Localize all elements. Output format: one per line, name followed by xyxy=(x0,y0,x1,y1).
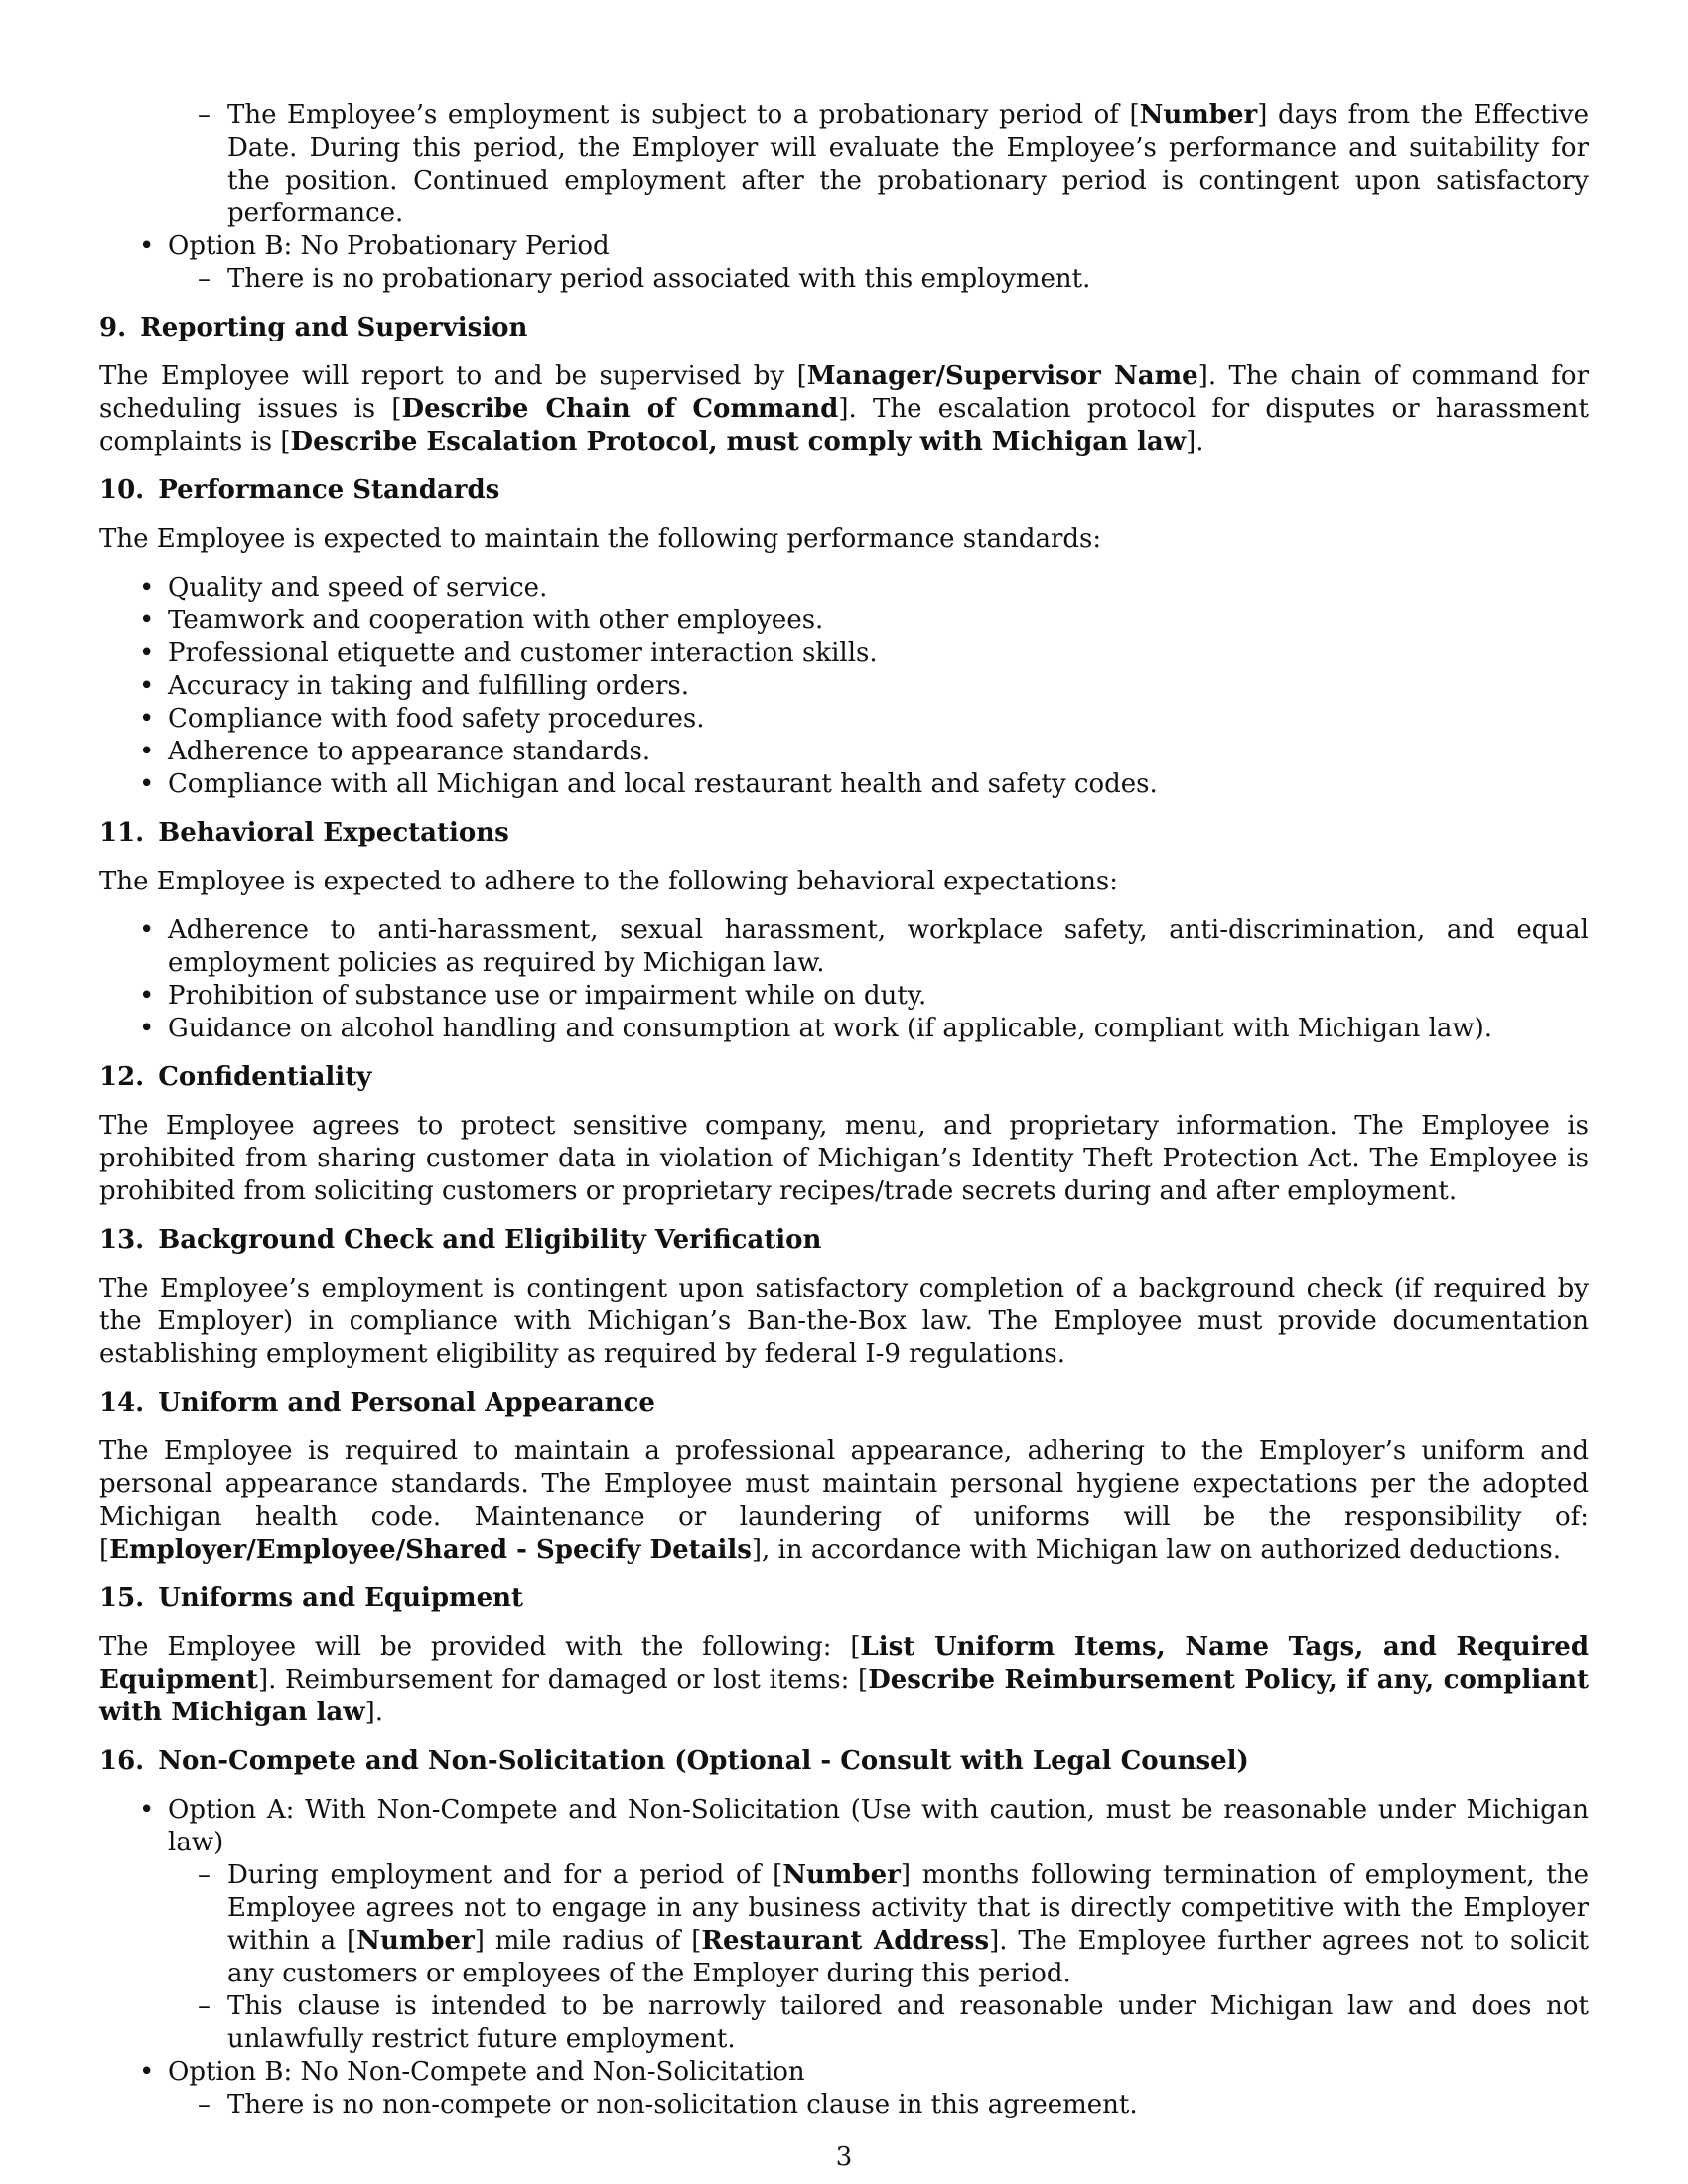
section-13-paragraph: The Employee’s employment is contingent upon satisfactory completion of a background check (if required by the Employer) in compliance with Michigan’s Ban-the-Box law. The Employee must provide documentation establishing employment eligibility as required by federal I-9 regulations. xyxy=(99,1274,1589,1369)
section-15-paragraph: The Employee will be provided with the following: [List Uniform Items, Name Tags, and Required Equipment]. Reimbursement for damaged or lost items: [Describe Reimbursement Policy, if any, compliant with Michigan law]. xyxy=(99,1632,1590,1727)
list-item: • Professional etiquette and customer interaction skills. xyxy=(99,637,1589,670)
performance-standards-list xyxy=(99,572,1589,801)
no-non-compete-clause: – There is no non-compete or non-solicitation clause in this agreement. xyxy=(168,2089,1589,2121)
non-compete-option-b: • Option B: No Non-Compete and Non-Solicitation – There is no non-compete or non-solicitation clause in this agreement. xyxy=(99,2056,1589,2121)
non-compete-reasonableness-clause: – This clause is intended to be narrowly tailored and reasonable under Michigan law and does not unlawfully restrict future employment. xyxy=(168,1990,1589,2056)
document-page xyxy=(99,99,1589,2137)
probation-period-clause: – The Employee’s employment is subject to a probationary period of [Number] days from the Effective Date. During this period, the Employer will evaluate the Employee’s performance and suitability for the position. Continued employment after the probationary period is contingent upon satisfactory performance. xyxy=(99,99,1589,230)
section-10-intro: The Employee is expected to maintain the following performance standards: xyxy=(99,524,1102,554)
section-13-heading: 13. Background Check and Eligibility Verification xyxy=(99,1225,822,1255)
section-16-heading: 16. Non-Compete and Non-Solicitation (Optional - Consult with Legal Counsel) xyxy=(99,1746,1249,1776)
list-item: • Compliance with all Michigan and local restaurant health and safety codes. xyxy=(99,768,1589,801)
section-10-heading: 10. Performance Standards xyxy=(99,476,500,505)
non-compete-option-a: • Option A: With Non-Compete and Non-Solicitation (Use with caution, must be reasonable under Michigan law) – During employment and for a period of [Number] months following termination of employment, the Employee agrees not to engage in any business activity that is directly competitive with the Employer within a [Number] mile radius of [Restaurant Address]. The Employee further agrees not to solicit any customers or employees of the Employer during this period. – This clause is intended to be narrowly tailored and reasonable under Michigan law and does not unlawfully restrict future employment. xyxy=(99,1794,1589,2056)
page-number: 3 xyxy=(835,2142,853,2172)
non-compete-clause: – During employment and for a period of [Number] months following termination of employment, the Employee agrees not to engage in any business activity that is directly competitive with the Employer within a [Number] mile radius of [Restaurant Address]. The Employee further agrees not to solicit any customers or employees of the Employer during this period. xyxy=(168,1859,1589,1990)
non-compete-options-list xyxy=(99,1794,1589,2121)
list-item: • Adherence to anti-harassment, sexual harassment, workplace safety, anti-discrimination, and equal employment policies as required by Michigan law. xyxy=(99,914,1589,980)
section-9-paragraph: The Employee will report to and be supervised by [Manager/Supervisor Name]. The chain of command for scheduling issues is [Describe Chain of Command]. The escalation protocol for disputes or harassment complaints is [Describe Escalation Protocol, must comply with Michigan law]. xyxy=(99,361,1590,457)
probation-option-b: • Option B: No Probationary Period – There is no probationary period associated with this employment. xyxy=(99,230,1589,296)
list-item: • Accuracy in taking and fulfilling orders. xyxy=(99,670,1589,703)
probation-option-a-details xyxy=(99,99,1589,230)
section-14-paragraph: The Employee is required to maintain a professional appearance, adhering to the Employer’s uniform and personal appearance standards. The Employee must maintain personal hygiene expectations per the adopted Michigan health code. Maintenance or laundering of uniforms will be the responsibility of: [Employer/Employee/Shared - Specify Details], in accordance with Michigan law on authorized deductions. xyxy=(99,1436,1589,1565)
section-9-heading: 9. Reporting and Supervision xyxy=(99,313,528,342)
section-12-heading: 12. Confidentiality xyxy=(99,1062,372,1092)
behavioral-expectations-list xyxy=(99,914,1589,1045)
list-item: • Prohibition of substance use or impairment while on duty. xyxy=(99,980,1589,1013)
list-item: • Adherence to appearance standards. xyxy=(99,736,1589,768)
list-item: • Compliance with food safety procedures. xyxy=(99,703,1589,736)
list-item: • Teamwork and cooperation with other employees. xyxy=(99,605,1589,637)
probation-option-b-list xyxy=(99,230,1589,296)
no-probation-clause: – There is no probationary period associated with this employment. xyxy=(168,263,1589,296)
list-item: • Guidance on alcohol handling and consumption at work (if applicable, compliant with Michigan law). xyxy=(99,1013,1589,1045)
section-12-paragraph: The Employee agrees to protect sensitive company, menu, and proprietary information. The Employee is prohibited from sharing customer data in violation of Michigan’s Identity Theft Protection Act. The Employee is prohibited from soliciting customers or proprietary recipes/trade secrets during and after employment. xyxy=(99,1111,1589,1206)
placeholder-number: Number xyxy=(1139,100,1258,130)
list-item: • Quality and speed of service. xyxy=(99,572,1589,605)
section-11-heading: 11. Behavioral Expectations xyxy=(99,818,509,848)
section-14-heading: 14. Uniform and Personal Appearance xyxy=(99,1388,655,1418)
section-15-heading: 15. Uniforms and Equipment xyxy=(99,1583,524,1613)
section-11-intro: The Employee is expected to adhere to the following behavioral expectations: xyxy=(99,867,1119,896)
